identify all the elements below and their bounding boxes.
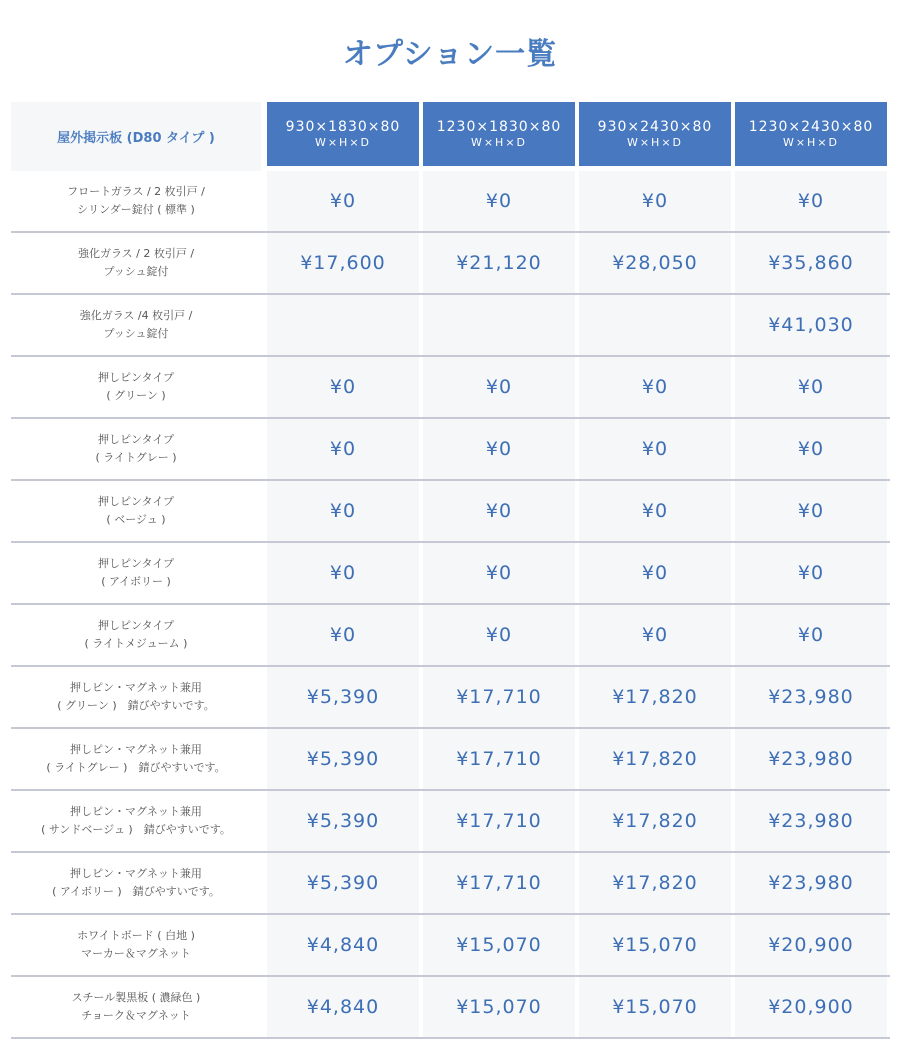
- price-cell: ¥23,980: [735, 791, 887, 851]
- table-body: [11, 171, 890, 1039]
- price-cell: ¥0: [579, 481, 731, 541]
- price-cell: ¥28,050: [579, 233, 731, 293]
- header-cell: [579, 102, 731, 166]
- table-row: [11, 853, 890, 915]
- price-cell: ¥17,820: [579, 853, 731, 913]
- table-row: [11, 791, 890, 853]
- price-cell: ¥0: [579, 605, 731, 665]
- row-label: [11, 543, 261, 603]
- row-label: [11, 295, 261, 355]
- row-label-line2: ( ライトグレー ): [95, 451, 177, 464]
- price-cell: ¥41,030: [735, 295, 887, 355]
- price-cell: ¥17,820: [579, 791, 731, 851]
- row-label-line2: プッシュ錠付: [103, 327, 169, 340]
- row-label-line1: 押しピンタイプ: [97, 495, 174, 508]
- row-label-line1: フロートガラス / 2 枚引戸 /: [67, 185, 205, 198]
- price-cell: [423, 295, 575, 355]
- price-cell: ¥17,820: [579, 729, 731, 789]
- row-label-line1: 強化ガラス / 2 枚引戸 /: [77, 247, 195, 260]
- table-row: [11, 295, 890, 357]
- header-cell: [423, 102, 575, 166]
- header-cell: [267, 102, 419, 166]
- price-cell: ¥0: [267, 171, 419, 231]
- row-label-line1: 押しピンタイプ: [97, 433, 174, 446]
- header-dim: W×H×D: [782, 135, 840, 149]
- price-cell: ¥17,600: [267, 233, 419, 293]
- row-label: [11, 171, 261, 231]
- price-cell: ¥0: [423, 481, 575, 541]
- price-cell: ¥17,820: [579, 667, 731, 727]
- row-label-line2: ( ライトグレー ) 錆びやすいです。: [46, 761, 226, 774]
- price-cell: ¥0: [423, 171, 575, 231]
- row-label-line1: スチール製黒板 ( 濃緑色 ): [71, 991, 201, 1004]
- price-cell: ¥0: [579, 171, 731, 231]
- row-label: [11, 357, 261, 417]
- row-label-line1: 押しピンタイプ: [97, 557, 174, 570]
- price-cell: ¥0: [423, 357, 575, 417]
- row-label-line2: ( グリーン ) 錆びやすいです。: [57, 699, 215, 712]
- header-dim: W×H×D: [626, 135, 684, 149]
- row-label-line1: 押しピン・マグネット兼用: [70, 743, 202, 756]
- row-label-line1: 押しピンタイプ: [97, 371, 174, 384]
- price-cell: ¥17,710: [423, 667, 575, 727]
- header-size: 1230×2430×80: [748, 118, 874, 135]
- price-cell: ¥0: [579, 543, 731, 603]
- row-label: [11, 233, 261, 293]
- header-size: 1230×1830×80: [436, 118, 562, 135]
- table-row: [11, 543, 890, 605]
- price-cell: ¥0: [423, 605, 575, 665]
- price-cell: ¥0: [735, 543, 887, 603]
- price-cell: ¥17,710: [423, 853, 575, 913]
- price-cell: ¥0: [735, 605, 887, 665]
- table-row: [11, 667, 890, 729]
- row-label-line2: シリンダー錠付 ( 標準 ): [77, 203, 195, 216]
- price-cell: [267, 295, 419, 355]
- row-label-line2: ( アイボリー ): [101, 575, 171, 588]
- row-label-line2: ( サンドベージュ ) 錆びやすいです。: [41, 823, 231, 836]
- price-cell: ¥0: [735, 357, 887, 417]
- price-cell: ¥0: [423, 543, 575, 603]
- row-label-line2: ( ベージュ ): [106, 513, 166, 526]
- row-label-line1: ホワイトボード ( 白地 ): [77, 929, 195, 942]
- price-cell: ¥0: [423, 419, 575, 479]
- price-cell: ¥0: [579, 419, 731, 479]
- row-label: [11, 977, 261, 1037]
- row-label: [11, 481, 261, 541]
- row-label: [11, 667, 261, 727]
- price-cell: ¥5,390: [267, 667, 419, 727]
- price-cell: ¥35,860: [735, 233, 887, 293]
- row-label-line2: ( ライトメジューム ): [84, 637, 188, 650]
- header-dim: W×H×D: [314, 135, 372, 149]
- price-cell: ¥0: [267, 357, 419, 417]
- row-label-line1: 押しピンタイプ: [97, 619, 174, 632]
- price-cell: ¥4,840: [267, 977, 419, 1037]
- price-cell: ¥17,710: [423, 791, 575, 851]
- row-label-line1: 強化ガラス /4 枚引戸 /: [79, 309, 193, 322]
- header-size: 930×2430×80: [597, 118, 713, 135]
- price-cell: ¥15,070: [579, 915, 731, 975]
- row-label: [11, 419, 261, 479]
- price-cell: ¥0: [735, 481, 887, 541]
- header-size: 930×1830×80: [285, 118, 401, 135]
- row-label-line2: ( アイボリー ) 錆びやすいです。: [52, 885, 220, 898]
- table-row: [11, 977, 890, 1039]
- price-cell: ¥0: [735, 171, 887, 231]
- page-title: オプション一覧: [342, 37, 558, 72]
- table-row: [11, 481, 890, 543]
- price-cell: ¥0: [267, 419, 419, 479]
- price-cell: ¥5,390: [267, 853, 419, 913]
- price-cell: ¥5,390: [267, 791, 419, 851]
- price-cell: ¥15,070: [579, 977, 731, 1037]
- price-cell: ¥4,840: [267, 915, 419, 975]
- price-cell: [579, 295, 731, 355]
- price-cell: ¥5,390: [267, 729, 419, 789]
- row-label-line1: 押しピン・マグネット兼用: [70, 805, 202, 818]
- price-cell: ¥17,710: [423, 729, 575, 789]
- table-row: [11, 357, 890, 419]
- price-cell: ¥20,900: [735, 915, 887, 975]
- price-cell: ¥0: [267, 605, 419, 665]
- row-label-line1: 押しピン・マグネット兼用: [70, 681, 202, 694]
- options-table: [11, 102, 890, 1039]
- table-header-row: [11, 102, 890, 171]
- price-cell: ¥15,070: [423, 977, 575, 1037]
- table-row: [11, 729, 890, 791]
- row-label-line1: 押しピン・マグネット兼用: [70, 867, 202, 880]
- table-row: [11, 233, 890, 295]
- row-label: [11, 729, 261, 789]
- price-cell: ¥15,070: [423, 915, 575, 975]
- price-cell: ¥0: [735, 419, 887, 479]
- price-cell: ¥0: [579, 357, 731, 417]
- price-cell: ¥23,980: [735, 853, 887, 913]
- price-cell: ¥23,980: [735, 667, 887, 727]
- header-label: 屋外掲示板 (D80 タイプ ): [11, 102, 261, 171]
- table-row: [11, 915, 890, 977]
- table-row: [11, 419, 890, 481]
- price-cell: ¥23,980: [735, 729, 887, 789]
- header-cell: [735, 102, 887, 166]
- price-cell: ¥0: [267, 481, 419, 541]
- row-label-line2: プッシュ錠付: [103, 265, 169, 278]
- row-label: [11, 915, 261, 975]
- row-label-line2: マーカー＆マグネット: [81, 947, 191, 960]
- row-label: [11, 853, 261, 913]
- header-dim: W×H×D: [470, 135, 528, 149]
- price-cell: ¥20,900: [735, 977, 887, 1037]
- row-label-line2: チョーク＆マグネット: [81, 1009, 191, 1022]
- price-cell: ¥0: [267, 543, 419, 603]
- row-label-line2: ( グリーン ): [106, 389, 166, 402]
- row-label: [11, 605, 261, 665]
- table-row: [11, 171, 890, 233]
- price-cell: ¥21,120: [423, 233, 575, 293]
- row-label: [11, 791, 261, 851]
- table-row: [11, 605, 890, 667]
